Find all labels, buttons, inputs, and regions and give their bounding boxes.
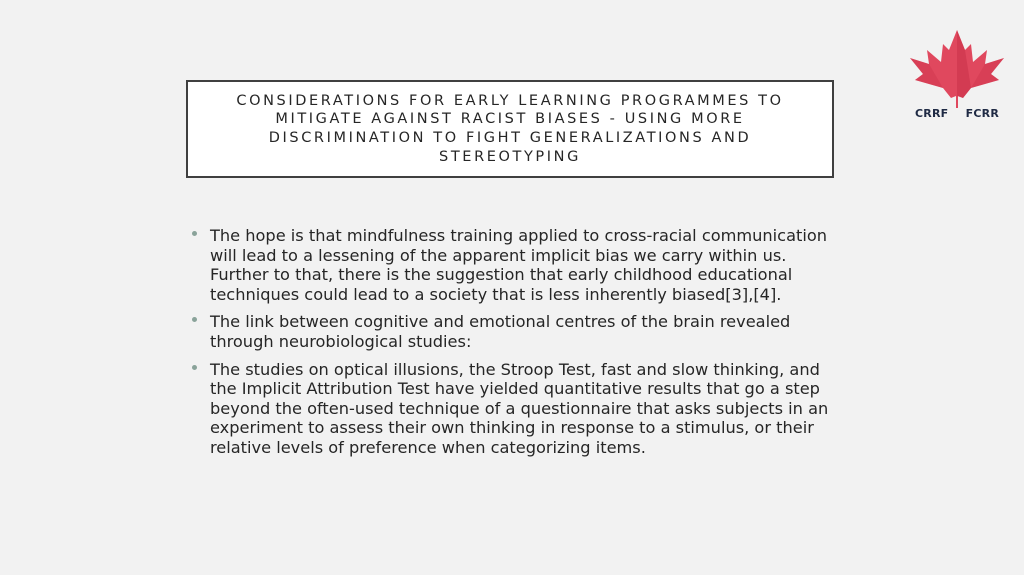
logo-label-crrf: CRRF (915, 107, 949, 120)
list-item (190, 312, 840, 351)
title-box (186, 80, 834, 178)
bullet-list (190, 226, 840, 466)
bullet-marker (192, 317, 197, 322)
logo-label-fcrr: FCRR (965, 107, 999, 120)
list-item (190, 226, 840, 304)
slide-title: CONSIDERATIONS FOR EARLY LEARNING PROGRAMMES TO MITIGATE AGAINST RACIST BIASES - USING MORE DISCRIMINATION TO FIGHT GENERALIZATIONS AND STEREOTYPING (236, 92, 784, 165)
list-item (190, 360, 840, 458)
bullet-marker (192, 365, 197, 370)
crrf-fcrr-logo (905, 28, 1009, 124)
bullet-text: The studies on optical illusions, the Stroop Test, fast and slow thinking, and the Implicit Attribution Test have yielded quantitative results that go a step beyond the often-used technique of a questionnaire that asks subjects in an experiment to assess their own thinking in response to a stimulus, or their relative levels of preference when categorizing items. (210, 359, 829, 457)
logo-text (905, 107, 1009, 120)
bullet-text: The hope is that mindfulness training applied to cross-racial communication will lead to a lessening of the apparent implicit bias we carry within us. Further to that, there is the suggestion that early childhood educational techniques could lead to a society that is less inherently biased[3],[4]. (210, 226, 828, 304)
bullet-text: The link between cognitive and emotional centres of the brain revealed through neurobiological studies: (210, 312, 791, 351)
bullet-marker (192, 231, 197, 236)
maple-leaf-icon (905, 28, 1009, 108)
